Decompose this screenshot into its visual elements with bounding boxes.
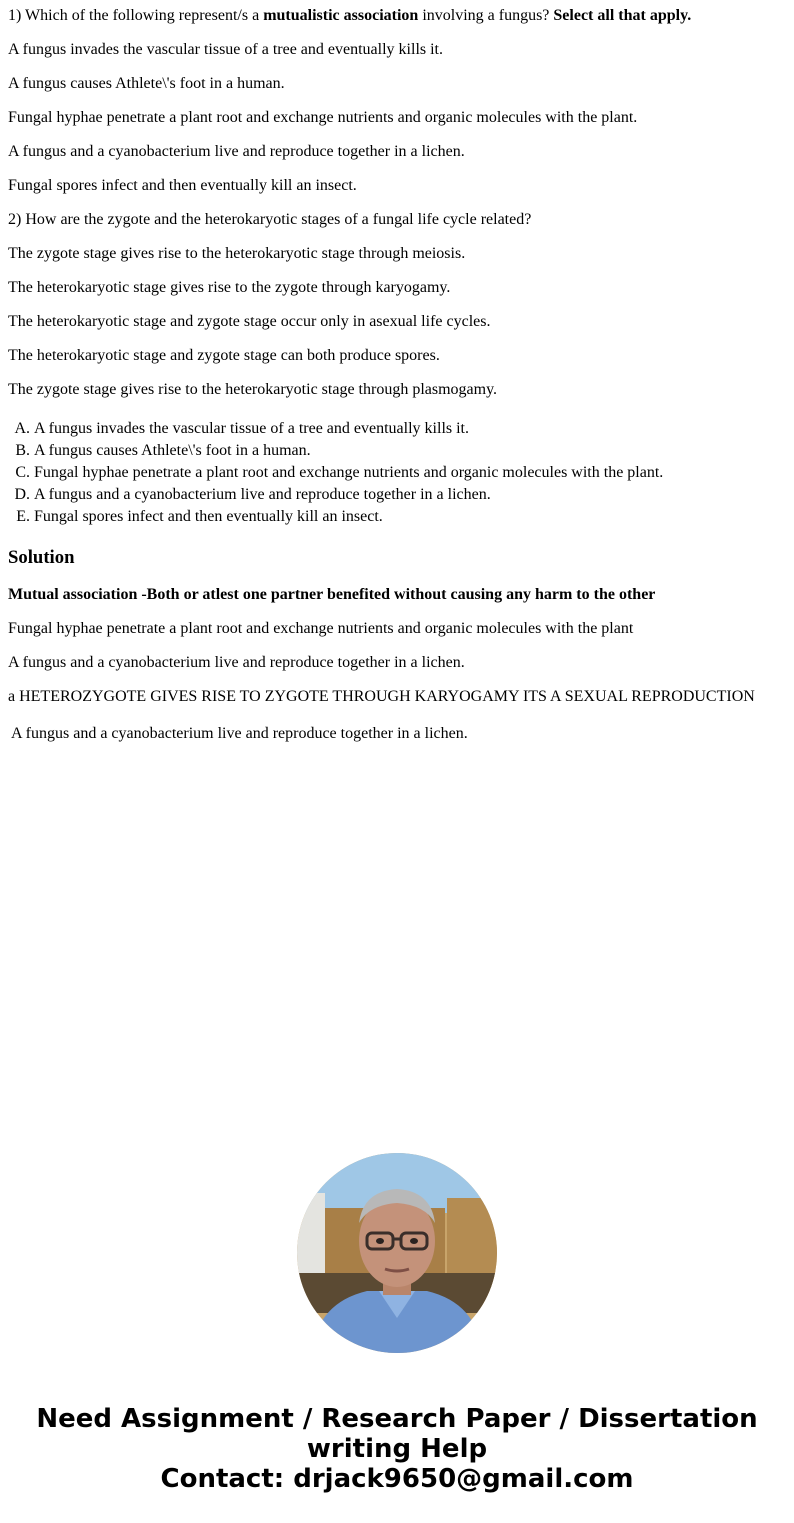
solution-definition: Mutual association -Both or atlest one partner benefited without causing any harm to the other xyxy=(8,586,656,603)
choice-c: C. Fungal hyphae penetrate a plant root and exchange nutrients and organic molecules with the plant. xyxy=(34,462,663,484)
choice-e: E. Fungal spores infect and then eventually kill an insect. xyxy=(34,506,663,528)
solution-answer-2: A fungus and a cyanobacterium live and reproduce together in a lichen. xyxy=(8,654,465,671)
question-1 xyxy=(8,7,691,25)
choice-b: B. A fungus causes Athlete\'s foot in a human. xyxy=(34,440,663,462)
choice-a: A. A fungus invades the vascular tissue of a tree and eventually kills it. xyxy=(34,418,663,440)
promo-line-1: Need Assignment / Research Paper / Dissertation xyxy=(36,1404,758,1434)
solution-answer-3: a HETEROZYGOTE GIVES RISE TO ZYGOTE THROUGH KARYOGAMY ITS A SEXUAL REPRODUCTION xyxy=(8,688,755,705)
avatar-illustration xyxy=(297,1153,497,1353)
q2-option-3: The heterokaryotic stage and zygote stage occur only in asexual life cycles. xyxy=(8,313,491,330)
q2-option-2: The heterokaryotic stage gives rise to the zygote through karyogamy. xyxy=(8,279,451,296)
q2-option-1: The zygote stage gives rise to the heterokaryotic stage through meiosis. xyxy=(8,245,466,262)
question-1-middle: involving a fungus? xyxy=(418,7,554,24)
person-photo-icon xyxy=(297,1153,497,1353)
lettered-choices-list xyxy=(8,418,663,528)
q1-option-1: A fungus invades the vascular tissue of a tree and eventually kills it. xyxy=(8,41,443,58)
solution-heading: Solution xyxy=(8,547,75,568)
q1-option-5: Fungal spores infect and then eventually kill an insect. xyxy=(8,177,357,194)
q2-option-4: The heterokaryotic stage and zygote stage can both produce spores. xyxy=(8,347,440,364)
promo-banner xyxy=(0,1404,794,1494)
solution-answer-1: Fungal hyphae penetrate a plant root and exchange nutrients and organic molecules with the plant xyxy=(8,620,634,637)
question-1-bold-term: mutualistic association xyxy=(263,7,419,24)
choice-d: D. A fungus and a cyanobacterium live and reproduce together in a lichen. xyxy=(34,484,663,506)
q1-option-4: A fungus and a cyanobacterium live and reproduce together in a lichen. xyxy=(8,143,465,160)
q1-option-2: A fungus causes Athlete\'s foot in a human. xyxy=(8,75,285,92)
solution-answer-4: A fungus and a cyanobacterium live and reproduce together in a lichen. xyxy=(11,725,468,742)
question-1-prefix: 1) Which of the following represent/s a xyxy=(8,7,264,24)
question-1-instruction: Select all that apply. xyxy=(553,7,692,24)
promo-contact: Contact: drjack9650@gmail.com xyxy=(160,1464,634,1494)
q2-option-5: The zygote stage gives rise to the heterokaryotic stage through plasmogamy. xyxy=(8,381,498,398)
promo-line-2: writing Help xyxy=(306,1434,488,1464)
question-2: 2) How are the zygote and the heterokaryotic stages of a fungal life cycle related? xyxy=(8,211,532,228)
q1-option-3: Fungal hyphae penetrate a plant root and exchange nutrients and organic molecules with the plant. xyxy=(8,109,638,126)
